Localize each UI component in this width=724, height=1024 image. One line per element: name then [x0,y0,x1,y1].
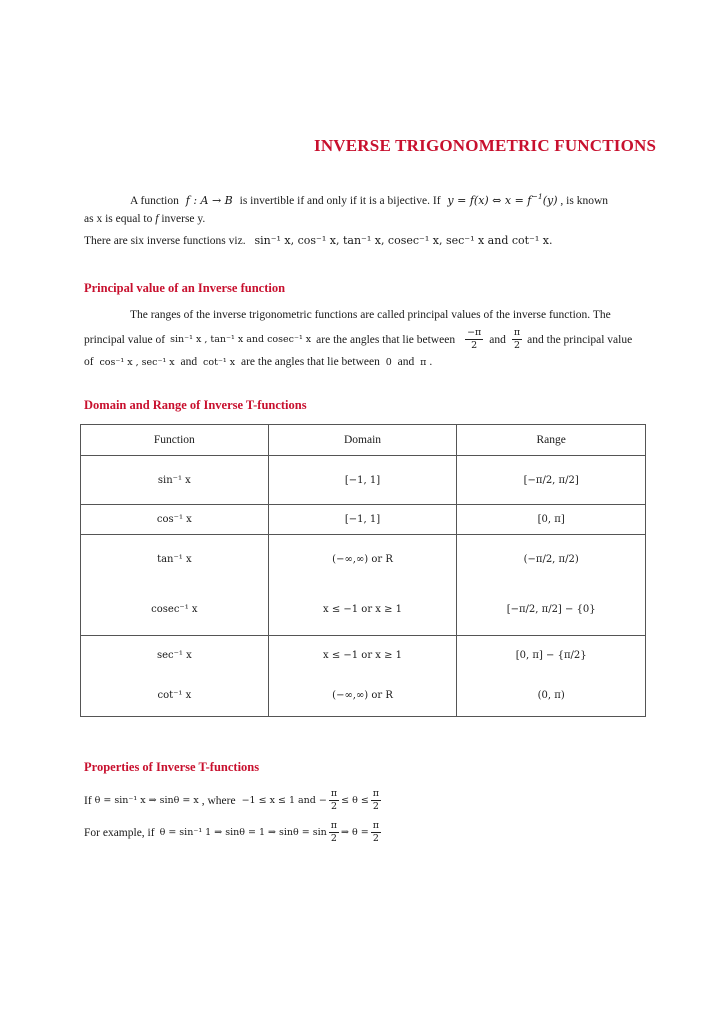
principal-funcs-2: cos⁻¹ x , sec⁻¹ x [99,357,175,368]
cell-function: sin⁻¹ x [81,456,269,505]
cell-domain: x ≤ −1 or x ≥ 1 [323,650,403,661]
pi-value: π [420,357,427,368]
intro-text: as x is equal to [84,213,153,225]
properties-example-math: ⇒ θ = [341,827,369,838]
intro-f: f [155,213,159,225]
properties-condition: −1 ≤ x ≤ 1 and − [241,795,327,806]
principal-func-3: cot⁻¹ x [203,357,236,368]
properties-line-1 [84,788,383,813]
properties-example-math: θ = sin⁻¹ 1 ⇒ sinθ = 1 ⇒ sinθ = sin [159,827,327,838]
intro-line-3 [84,234,552,247]
properties-line-2 [84,820,383,845]
properties-text: If [84,794,92,807]
intro-text: inverse y. [161,213,206,225]
intro-text: , is known [560,195,609,207]
principal-line-1: The ranges of the inverse trigonometric functions are called principal values of the inverse function. The [130,309,611,321]
cell-domain: (−∞,∞) or R [332,690,393,701]
table-header-row [81,425,646,456]
page-title: INVERSE TRIGONOMETRIC FUNCTIONS [314,136,657,155]
col-header-range: Range [457,425,646,456]
cell-domain: [−1, 1] [268,505,457,535]
principal-text: principal value of [84,333,166,346]
cell-function: sec⁻¹ x [156,650,192,661]
table-row [81,456,646,505]
cell-range: [−π/2, π/2] [457,456,646,505]
fraction: $\frac{-\pi}{2}$ [467,327,482,351]
fraction: $\frac{\pi}{2}$ [372,820,379,844]
properties-math: ≤ θ ≤ [341,795,369,806]
cell-range: [0, π] − {π/2} [515,650,587,661]
domain-range-table [80,424,646,717]
principal-funcs-1: sin⁻¹ x , tan⁻¹ x and cosec⁻¹ x [170,334,312,345]
properties-text: For example, if [84,826,155,839]
domain-range-heading: Domain and Range of Inverse T-functions [84,398,307,412]
function-notation: f : A → B [185,194,233,207]
zero-value: 0 [385,357,392,368]
principal-text: and [180,356,198,368]
principal-text: are the angles that lie between [240,356,380,368]
cell-range: (0, π) [537,690,565,701]
cell-function: tan⁻¹ x [157,554,192,565]
principal-line-2 [84,327,632,352]
cell-range: (−π/2, π/2) [523,554,579,565]
fraction: $\frac{\pi}{2}$ [330,788,338,812]
principal-heading: Principal value of an Inverse function [84,281,286,295]
fraction: $\frac{\pi}{2}$ [513,327,521,351]
intro-text: is invertible if and only if it is a bijective. If [239,195,441,207]
cell-function-pair [81,636,269,717]
principal-text: of [84,356,94,368]
fraction: $\frac{\pi}{2}$ [372,788,380,812]
table-row-group [81,535,646,636]
properties-math: θ = sin⁻¹ x ⇒ sinθ = x [94,795,199,806]
intro-text: There are six inverse functions viz. [84,235,246,247]
cell-domain: (−∞,∞) or R [332,554,393,565]
cell-range-pair [457,636,646,717]
cell-domain-pair [268,636,457,717]
principal-text: are the angles that lie between [316,333,456,346]
cell-range: [0, π] [457,505,646,535]
cell-function: cos⁻¹ x [81,505,269,535]
cell-domain-pair [268,535,457,636]
principal-line-3 [84,356,432,368]
cell-range-pair [457,535,646,636]
cell-function-pair [81,535,269,636]
col-header-domain: Domain [268,425,457,456]
cell-function: cosec⁻¹ x [151,604,198,615]
table-row-group [81,636,646,717]
principal-text: and [397,356,415,368]
intro-text: A function [130,195,179,207]
principal-text: . [429,356,433,368]
col-header-function: Function [81,425,269,456]
intro-line-1 [130,194,608,207]
properties-heading: Properties of Inverse T-functions [84,760,260,774]
intro-line-2 [84,213,205,225]
properties-text: , where [201,794,236,807]
cell-range: [−π/2, π/2] − {0} [506,604,596,615]
principal-text: and [489,333,506,346]
inverse-relation: y = f(x) ⇔ $x = f^{-1}(y)$ [447,192,558,207]
table-row [81,505,646,535]
cell-function: cot⁻¹ x [157,690,192,701]
six-functions-list: sin⁻¹ x, cos⁻¹ x, tan⁻¹ x, cosec⁻¹ x, sec⁻¹ x and cot⁻¹ x. [254,234,553,247]
principal-text: and the principal value [527,333,633,346]
cell-domain: x ≤ −1 or x ≥ 1 [323,604,403,615]
fraction: $\frac{\pi}{2}$ [330,820,338,844]
cell-domain: [−1, 1] [268,456,457,505]
